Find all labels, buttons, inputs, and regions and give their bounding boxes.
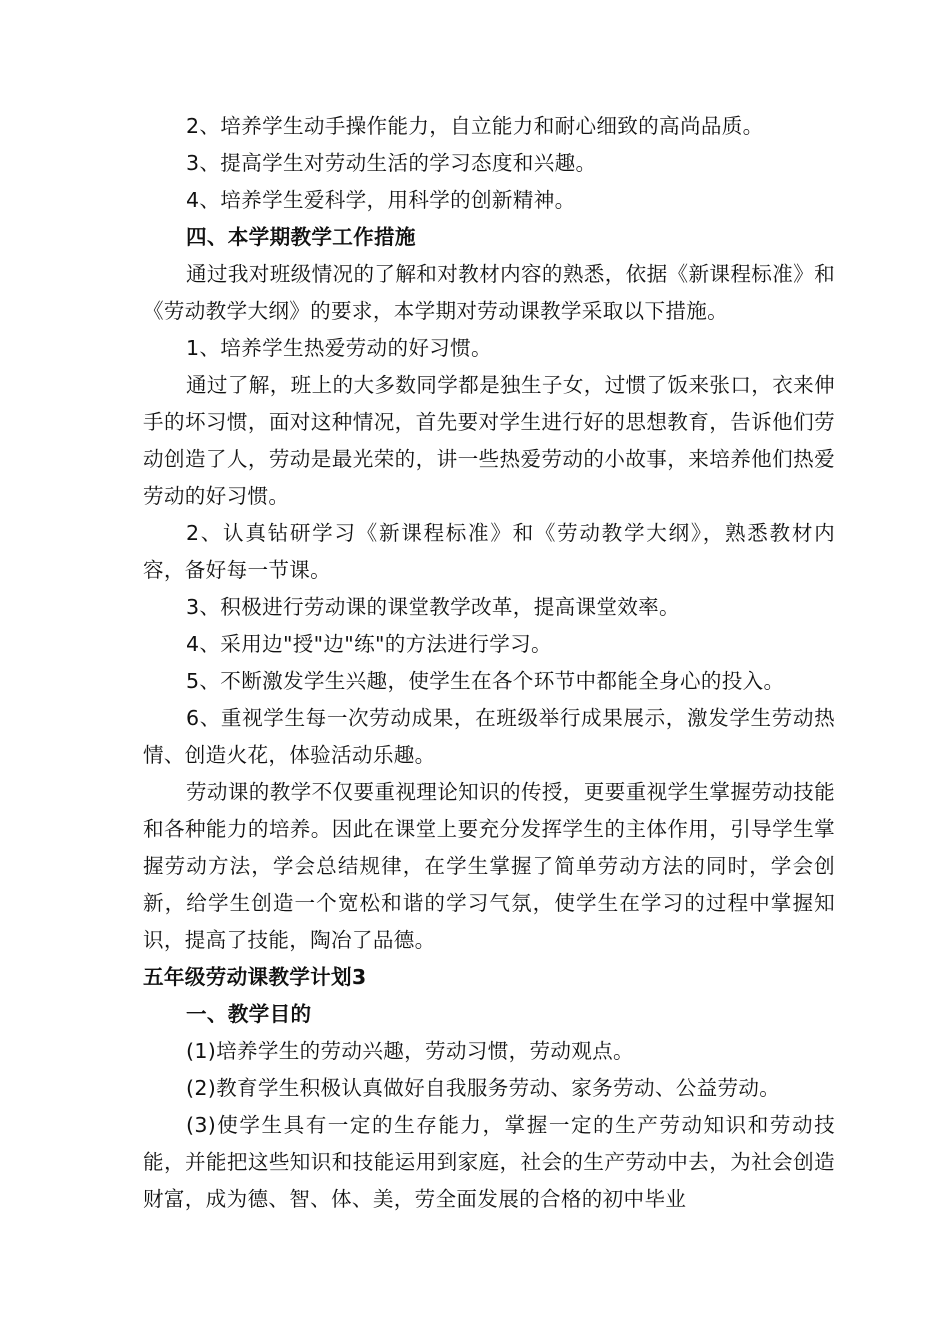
paragraph: 1、培养学生热爱劳动的好习惯。 xyxy=(186,336,492,360)
paragraph: 6、重视学生每一次劳动成果，在班级举行成果展示，激发学生劳动热情、创造火花，体验活动乐趣。 xyxy=(143,706,835,767)
paragraph: 3、积极进行劳动课的课堂教学改革，提高课堂效率。 xyxy=(186,595,680,619)
paragraph: 4、培养学生爱科学，用科学的创新精神。 xyxy=(186,188,576,212)
paragraph: 2、培养学生动手操作能力，自立能力和耐心细致的高尚品质。 xyxy=(186,114,764,138)
paragraph: (1)培养学生的劳动兴趣，劳动习惯，劳动观点。 xyxy=(186,1039,634,1063)
section-heading: 一、教学目的 xyxy=(186,1002,312,1026)
paragraph: 4、采用边"授"边"练"的方法进行学习。 xyxy=(186,632,552,656)
paragraph: 通过我对班级情况的了解和对教材内容的熟悉，依据《新课程标准》和《劳动教学大纲》的要求，本学期对劳动课教学采取以下措施。 xyxy=(143,262,835,323)
paragraph: (3)使学生具有一定的生存能力，掌握一定的生产劳动知识和劳动技能，并能把这些知识和技能运用到家庭，社会的生产劳动中去，为社会创造财富，成为德、智、体、美，劳全面发展的合格的初中毕业 xyxy=(143,1113,835,1211)
section-heading: 四、本学期教学工作措施 xyxy=(186,225,416,249)
paragraph: 5、不断激发学生兴趣，使学生在各个环节中都能全身心的投入。 xyxy=(186,669,785,693)
paragraph: 2、认真钻研学习《新课程标准》和《劳动教学大纲》，熟悉教材内容，备好每一节课。 xyxy=(143,521,835,582)
paragraph: 3、提高学生对劳动生活的学习态度和兴趣。 xyxy=(186,151,597,175)
paragraph: 通过了解，班上的大多数同学都是独生子女，过惯了饭来张口，衣来伸手的坏习惯，面对这种情况，首先要对学生进行好的思想教育，告诉他们劳动创造了人，劳动是最光荣的，讲一些热爱劳动的小故事，来培养他们热爱劳动的好习惯。 xyxy=(143,373,835,508)
document-title: 五年级劳动课教学计划3 xyxy=(143,965,367,989)
paragraph: 劳动课的教学不仅要重视理论知识的传授，更要重视学生掌握劳动技能和各种能力的培养。因此在课堂上要充分发挥学生的主体作用，引导学生掌握劳动方法，学会总结规律，在学生掌握了简单劳动方法的同时，学会创新，给学生创造一个宽松和谐的学习气氛，使学生在学习的过程中掌握知识，提高了技能，陶冶了品德。 xyxy=(143,780,835,952)
document-body xyxy=(143,108,835,1218)
paragraph: (2)教育学生积极认真做好自我服务劳动、家务劳动、公益劳动。 xyxy=(186,1076,781,1100)
